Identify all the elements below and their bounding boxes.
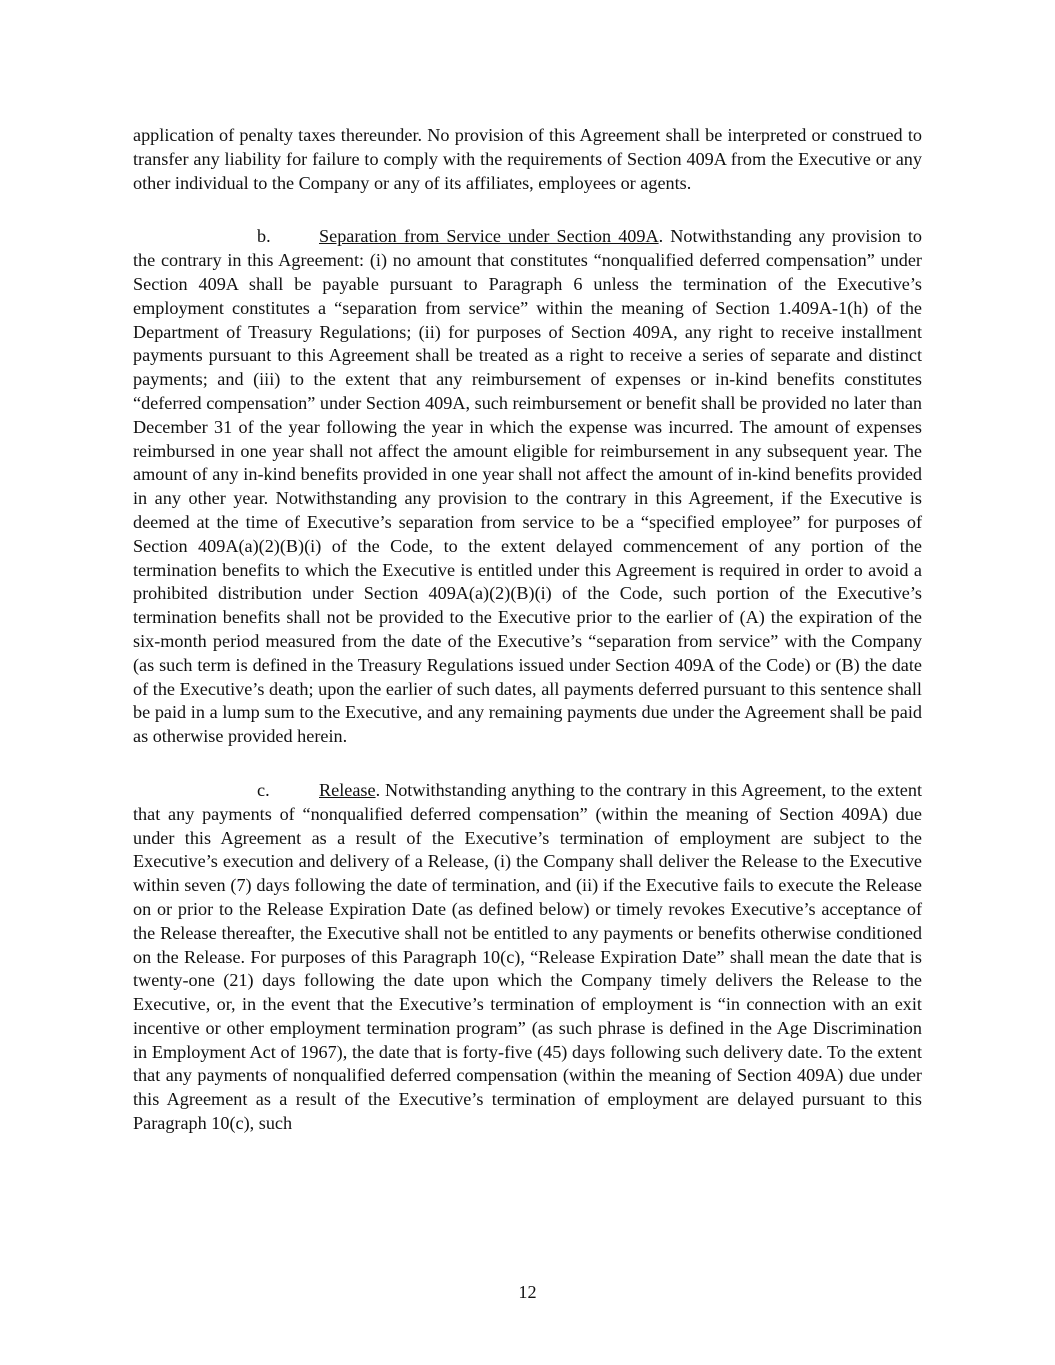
continuation-paragraph: application of penalty taxes thereunder. No provision of this Agreement shall be interpreted or construed to transfer any liability for failure to comply with the requirements of Section 409A from the Executive or any other individual to the Company or any of its affiliates, employees or agents.	[133, 125, 922, 193]
page-number: 12	[518, 1282, 537, 1302]
section-c-body: Notwithstanding anything to the contrary in this Agreement, to the extent that any payments of “nonqualified deferred compensation” (within the meaning of Section 409A) due under this Agreement as a result of the Executive’s termination of employment are subject to the Executive’s execution and delivery of a Release, (i) the Company shall deliver the Release to the Executive within seven (7) days following the date of termination, and (ii) if the Executive fails to execute the Release on or prior to the Release Expiration Date (as defined below) or timely revokes Executive’s acceptance of the Release thereafter, the Executive shall not be entitled to any payments or benefits otherwise conditioned on the Release. For purposes of this Paragraph 10(c), “Release Expiration Date” shall mean the date that is twenty-one (21) days following the date upon which the Company timely delivers the Release to the Executive, or, in the event that the Executive’s termination of employment is “in connection with an exit incentive or other employment termination program” (as such phrase is defined in the Age Discrimination in Employment Act of 1967), the date that is forty-five (45) days following such delivery date. To the extent that any payments of nonqualified deferred compensation (within the meaning of Section 409A) due under this Agreement as a result of the Executive’s termination of employment are delayed pursuant to this Paragraph 10(c), such	[133, 779, 922, 1134]
section-c-heading-suffix: .	[375, 779, 381, 800]
page-body	[133, 124, 922, 1136]
section-b-heading: Separation from Service under Section 409A	[319, 226, 659, 247]
section-c-heading: Release	[319, 779, 376, 800]
section-b-label: b.	[257, 226, 271, 247]
section-b-heading-suffix: .	[658, 226, 664, 247]
section-c-paragraph	[133, 779, 922, 1136]
section-b-body: Notwithstanding any provision to the contrary in this Agreement: (i) no amount that constitutes “nonqualified deferred compensation” under Section 409A shall be payable pursuant to Paragraph 6 unless the termination of the Executive’s employment constitutes a “separation from service” within the meaning of Section 1.409A-1(h) of the Department of Treasury Regulations; (ii) for purposes of Section 409A, any right to receive installment payments pursuant to this Agreement shall be treated as a right to receive a series of separate and distinct payments; and (iii) to the extent that any reimbursement of expenses or in-kind benefits constitutes “deferred compensation” under Section 409A, such reimbursement or benefit shall be provided no later than December 31 of the year following the year in which the expense was incurred. The amount of expenses reimbursed in one year shall not affect the amount eligible for reimbursement in any subsequent year. The amount of any in-kind benefits provided in one year shall not affect the amount of in-kind benefits provided in any other year. Notwithstanding any provision to the contrary in this Agreement, if the Executive is deemed at the time of Executive’s separation from service to be a “specified employee” for purposes of Section 409A(a)(2)(B)(i) of the Code, to the extent delayed commencement of any portion of the termination benefits to which the Executive is entitled under this Agreement is required in order to avoid a prohibited distribution under Section 409A(a)(2)(B)(i) of the Code, such portion of the Executive’s termination benefits shall not be provided to the Executive prior to the earlier of (A) the expiration of the six-month period measured from the date of the Executive’s “separation from service” with the Company (as such term is defined in the Treasury Regulations issued under Section 409A of the Code) or (B) the date of the Executive’s death; upon the earlier of such dates, all payments deferred pursuant to this sentence shall be paid in a lump sum to the Executive, and any remaining payments due under the Agreement shall be paid as otherwise provided herein.	[133, 226, 922, 747]
section-b-paragraph	[133, 225, 922, 749]
section-c-label: c.	[257, 779, 270, 800]
